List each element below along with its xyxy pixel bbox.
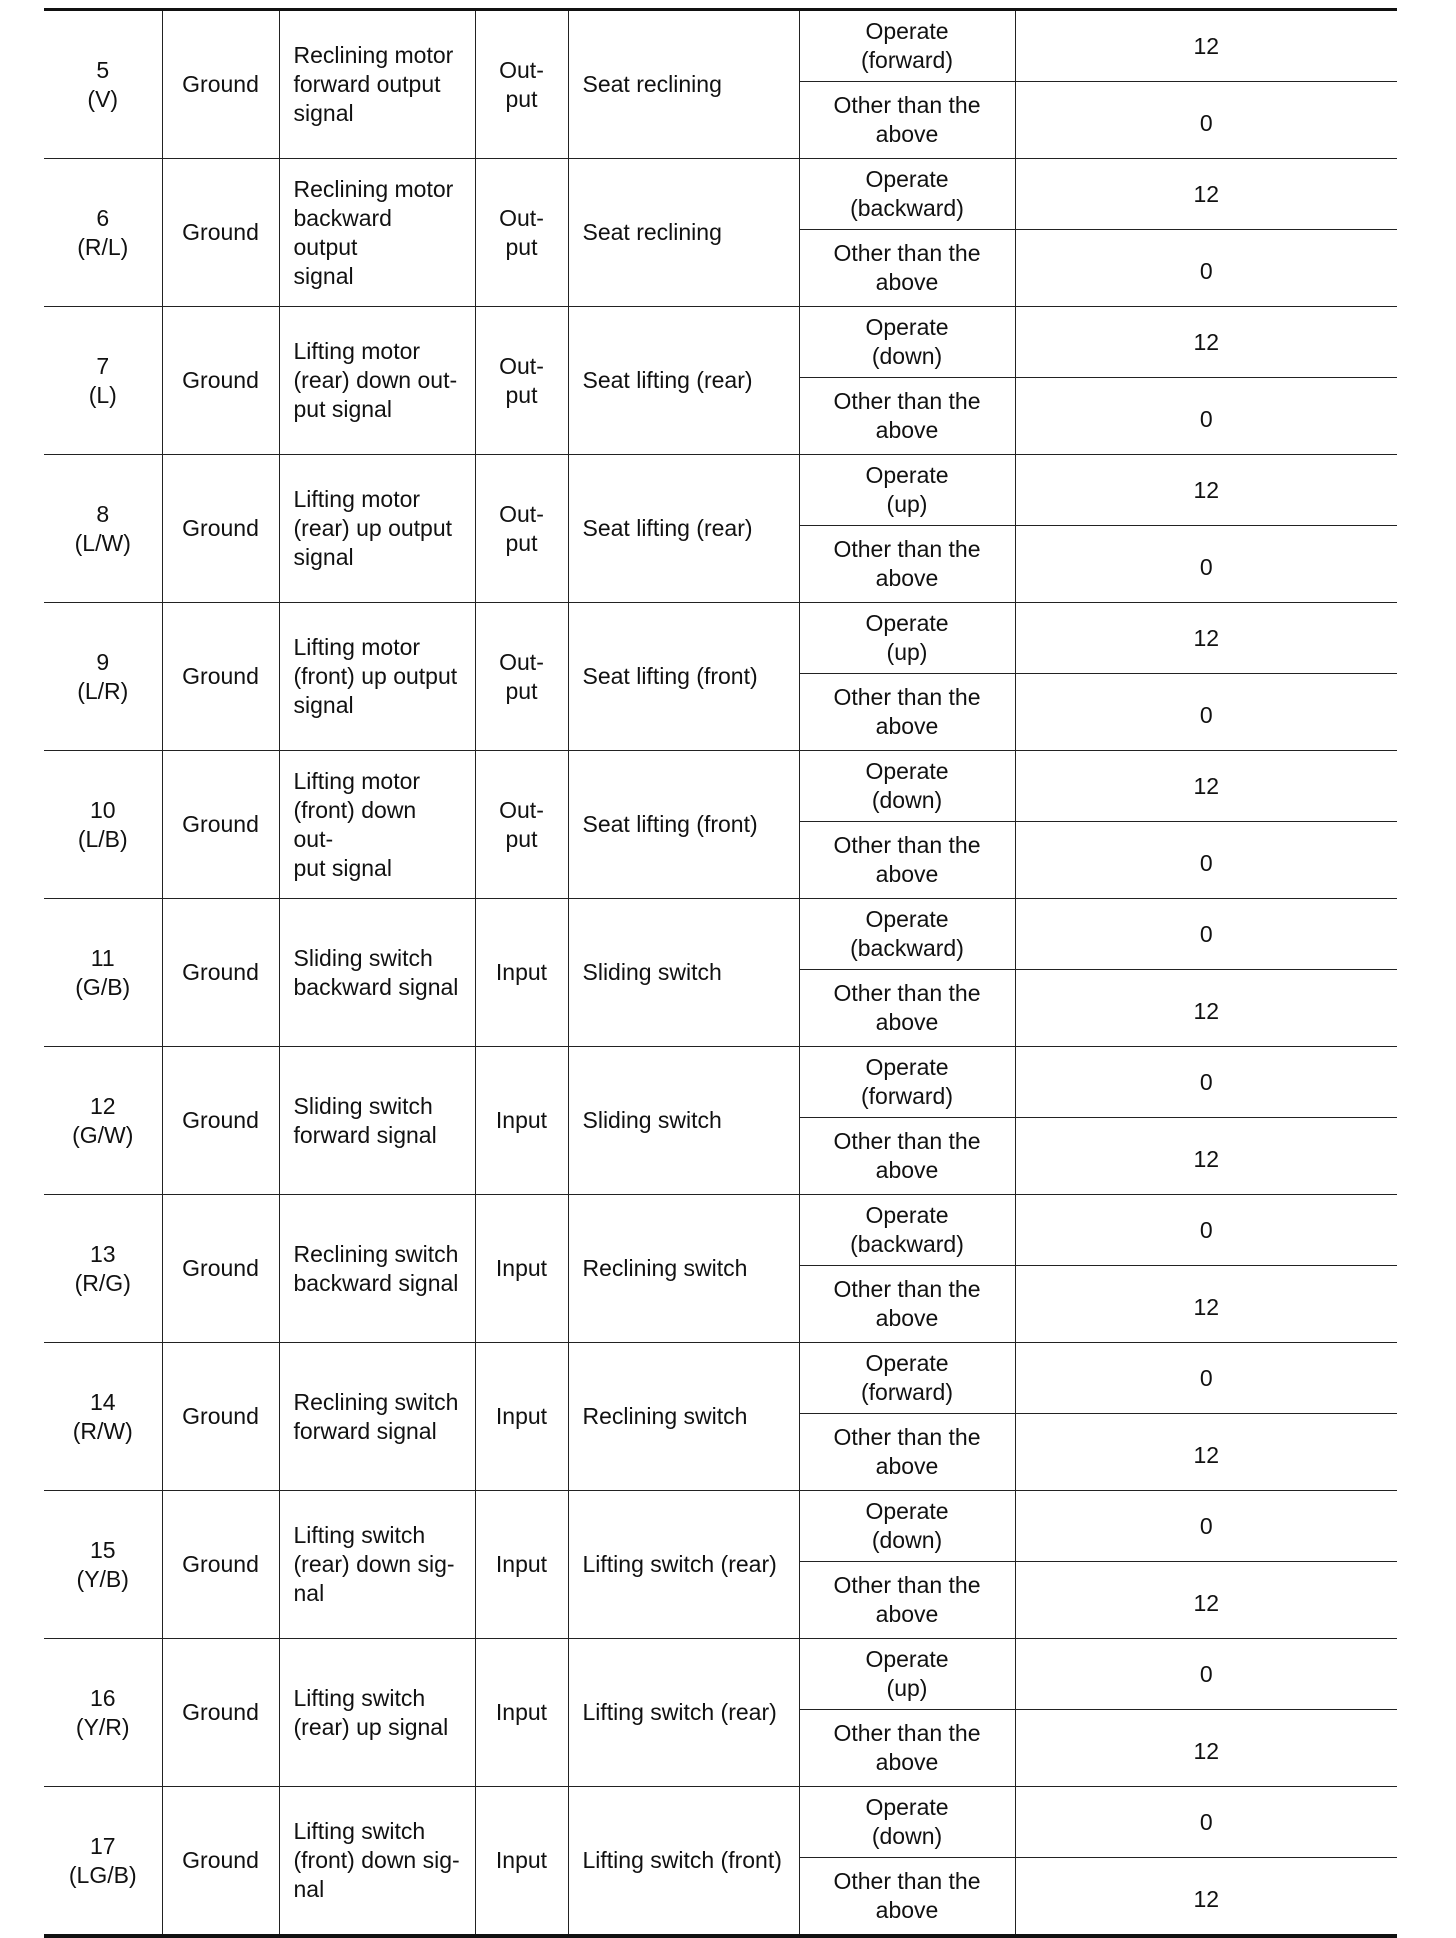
state-other-cell: [799, 1414, 1015, 1491]
text-line: nal: [293, 1580, 325, 1606]
terminal-number: 6: [96, 204, 110, 231]
voltage-value-cell: 0: [1015, 899, 1397, 970]
terminal-number: 17: [89, 1832, 116, 1859]
table-row: [44, 899, 1397, 970]
voltage-value-cell: 0: [1015, 1787, 1397, 1858]
ground-cell: Ground: [162, 1047, 279, 1195]
terminal-number: 9: [96, 648, 110, 675]
measuring-condition-cell: Sliding switch: [568, 899, 799, 1047]
terminal-number-cell: [44, 307, 162, 455]
wire-color: (R/G): [74, 1269, 131, 1296]
text-line: backward signal: [293, 973, 459, 1000]
voltage-value-cell: 12: [1015, 1118, 1397, 1195]
signal-description-cell: [279, 603, 475, 751]
terminal-number-cell: [44, 751, 162, 899]
text-line: above: [875, 861, 939, 887]
state-operate-cell: [799, 1639, 1015, 1710]
text-line: (backward): [850, 1231, 964, 1257]
measuring-condition-cell: Seat lifting (front): [568, 603, 799, 751]
state-other-cell: [799, 1266, 1015, 1343]
input-output-cell: [475, 1491, 568, 1639]
state-other-cell: [799, 970, 1015, 1047]
text-line: nal: [293, 1876, 325, 1902]
text-line: Operate: [865, 758, 949, 784]
text-line: (backward): [850, 195, 964, 221]
text-line: Operate: [865, 1794, 949, 1820]
voltage-value-cell: 0: [1015, 230, 1397, 307]
text-line: Lifting switch: [293, 1818, 426, 1844]
voltage-value-cell: 0: [1015, 822, 1397, 899]
signal-description-cell: [279, 159, 475, 307]
text-line: above: [875, 269, 939, 295]
text-line: above: [875, 1305, 939, 1331]
state-other-cell: [799, 82, 1015, 159]
text-line: Lifting switch: [293, 1684, 426, 1711]
measuring-condition-cell: Seat reclining: [568, 159, 799, 307]
text-line: (down): [871, 1527, 943, 1553]
input-output-cell: [475, 899, 568, 1047]
ground-cell: Ground: [162, 455, 279, 603]
text-line: (front) down sig-: [293, 1847, 460, 1873]
wire-color: (L/W): [74, 529, 131, 556]
text-line: Lifting motor: [293, 634, 421, 660]
text-line: signal: [293, 544, 354, 570]
signal-description-cell: [279, 1639, 475, 1787]
ground-cell: Ground: [162, 1787, 279, 1937]
wire-color: (G/B): [75, 973, 131, 1000]
terminal-number: 14: [89, 1388, 116, 1415]
wire-color: (R/L): [77, 233, 129, 260]
voltage-value-cell: 12: [1015, 1710, 1397, 1787]
text-line: (forward): [860, 1379, 953, 1405]
voltage-value-cell: 12: [1015, 970, 1397, 1047]
text-line: above: [875, 1897, 939, 1923]
ground-cell: Ground: [162, 1491, 279, 1639]
state-operate-cell: [799, 1343, 1015, 1414]
text-line: put signal: [293, 854, 392, 881]
input-output-cell: [475, 1787, 568, 1937]
text-line: Input: [495, 1107, 548, 1133]
measuring-condition-cell: Reclining switch: [568, 1343, 799, 1491]
signal-description-cell: [279, 1343, 475, 1491]
text-line: (down): [871, 343, 943, 369]
state-operate-cell: [799, 159, 1015, 230]
voltage-value-cell: 12: [1015, 1562, 1397, 1639]
text-line: Input: [495, 1847, 548, 1873]
state-other-cell: [799, 674, 1015, 751]
table-row: [44, 10, 1397, 82]
measuring-condition-cell: Seat lifting (rear): [568, 455, 799, 603]
state-operate-cell: [799, 10, 1015, 82]
text-line: above: [875, 1601, 939, 1627]
text-line: Other than the: [833, 832, 981, 858]
text-line: Operate: [865, 1646, 949, 1672]
signal-description-cell: [279, 1195, 475, 1343]
measuring-condition-cell: Reclining switch: [568, 1195, 799, 1343]
table-row: [44, 455, 1397, 526]
text-line: Other than the: [833, 1276, 981, 1302]
table-row: [44, 1787, 1397, 1858]
ground-cell: Ground: [162, 307, 279, 455]
measuring-condition-cell: Lifting switch (rear): [568, 1639, 799, 1787]
text-line: forward output: [293, 71, 441, 97]
text-line: Other than the: [833, 1572, 981, 1598]
text-line: Other than the: [833, 1868, 981, 1894]
wire-color: (L): [88, 381, 117, 408]
terminal-table: [44, 8, 1397, 1938]
wire-color: (LG/B): [68, 1861, 137, 1888]
terminal-number-cell: [44, 1195, 162, 1343]
signal-description-cell: [279, 10, 475, 159]
text-line: Operate: [865, 610, 949, 636]
text-line: Reclining motor: [293, 42, 454, 68]
text-line: Operate: [865, 1350, 949, 1376]
voltage-value-cell: 12: [1015, 751, 1397, 822]
text-line: Input: [495, 1403, 548, 1429]
text-line: Input: [495, 1551, 548, 1577]
state-other-cell: [799, 378, 1015, 455]
ground-cell: Ground: [162, 603, 279, 751]
text-line: signal: [293, 692, 354, 718]
text-line: above: [875, 121, 939, 147]
voltage-value-cell: 0: [1015, 82, 1397, 159]
input-output-cell: [475, 1343, 568, 1491]
table-row: [44, 1491, 1397, 1562]
text-line: Out-: [499, 56, 544, 83]
text-line: put: [505, 85, 538, 112]
text-line: (rear) down sig-: [293, 1551, 455, 1577]
voltage-value-cell: 0: [1015, 1047, 1397, 1118]
text-line: Reclining switch: [293, 1388, 459, 1415]
text-line: forward signal: [293, 1417, 437, 1444]
input-output-cell: [475, 751, 568, 899]
text-line: (rear) down out-: [293, 367, 458, 393]
text-line: signal: [293, 262, 354, 289]
input-output-cell: [475, 10, 568, 159]
measuring-condition-cell: Sliding switch: [568, 1047, 799, 1195]
state-operate-cell: [799, 1195, 1015, 1266]
text-line: Other than the: [833, 1720, 981, 1746]
table-row: [44, 307, 1397, 378]
signal-description-cell: [279, 899, 475, 1047]
table-row: [44, 1343, 1397, 1414]
text-line: Other than the: [833, 240, 981, 266]
text-line: Out-: [499, 796, 544, 823]
text-line: Out-: [499, 648, 544, 675]
text-line: (rear) up signal: [293, 1713, 449, 1740]
state-operate-cell: [799, 1491, 1015, 1562]
text-line: (up): [886, 639, 928, 665]
voltage-value-cell: 12: [1015, 159, 1397, 230]
state-other-cell: [799, 1858, 1015, 1937]
terminal-number: 12: [89, 1092, 116, 1119]
terminal-number-cell: [44, 455, 162, 603]
signal-description-cell: [279, 1047, 475, 1195]
text-line: Sliding switch: [293, 1092, 433, 1119]
table-row: [44, 159, 1397, 230]
terminal-number-cell: [44, 899, 162, 1047]
text-line: Lifting motor: [293, 338, 421, 364]
text-line: put: [505, 381, 538, 408]
state-other-cell: [799, 1562, 1015, 1639]
state-operate-cell: [799, 751, 1015, 822]
text-line: put: [505, 529, 538, 556]
wire-color: (Y/R): [75, 1713, 130, 1740]
state-other-cell: [799, 230, 1015, 307]
table-row: [44, 751, 1397, 822]
terminal-number-cell: [44, 1787, 162, 1937]
input-output-cell: [475, 455, 568, 603]
text-line: Operate: [865, 462, 949, 488]
text-line: Reclining motor: [293, 175, 454, 202]
text-line: backward signal: [293, 1269, 459, 1296]
input-output-cell: [475, 307, 568, 455]
text-line: Out-: [499, 352, 544, 379]
text-line: above: [875, 417, 939, 443]
terminal-number: 7: [96, 352, 110, 379]
text-line: (forward): [860, 47, 953, 73]
text-line: put: [505, 677, 538, 704]
text-line: above: [875, 713, 939, 739]
state-operate-cell: [799, 1047, 1015, 1118]
text-line: Operate: [865, 314, 949, 340]
voltage-value-cell: 12: [1015, 10, 1397, 82]
measuring-condition-cell: Seat reclining: [568, 10, 799, 159]
text-line: Input: [495, 1255, 548, 1281]
text-line: (up): [886, 491, 928, 517]
voltage-value-cell: 12: [1015, 455, 1397, 526]
table-row: [44, 1195, 1397, 1266]
text-line: Lifting motor: [293, 767, 421, 794]
text-line: (up): [886, 1675, 928, 1701]
text-line: (backward): [850, 935, 964, 961]
voltage-value-cell: 12: [1015, 1858, 1397, 1937]
text-line: Other than the: [833, 388, 981, 414]
ground-cell: Ground: [162, 10, 279, 159]
voltage-value-cell: 0: [1015, 674, 1397, 751]
measuring-condition-cell: Seat lifting (rear): [568, 307, 799, 455]
input-output-cell: [475, 1639, 568, 1787]
signal-description-cell: [279, 1491, 475, 1639]
text-line: Operate: [865, 1498, 949, 1524]
table-row: [44, 1639, 1397, 1710]
voltage-value-cell: 0: [1015, 1195, 1397, 1266]
measuring-condition-cell: Lifting switch (front): [568, 1787, 799, 1937]
input-output-cell: [475, 159, 568, 307]
text-line: backward output: [293, 204, 392, 260]
signal-description-cell: [279, 307, 475, 455]
wire-color: (L/B): [77, 825, 128, 852]
table-row: [44, 603, 1397, 674]
text-line: (down): [871, 787, 943, 813]
text-line: Other than the: [833, 980, 981, 1006]
terminal-number-cell: [44, 1639, 162, 1787]
voltage-value-cell: 0: [1015, 1343, 1397, 1414]
text-line: Operate: [865, 18, 949, 44]
ground-cell: Ground: [162, 1639, 279, 1787]
text-line: put: [505, 825, 538, 852]
signal-description-cell: [279, 1787, 475, 1937]
terminal-number-cell: [44, 603, 162, 751]
state-other-cell: [799, 526, 1015, 603]
measuring-condition-cell: Lifting switch (rear): [568, 1491, 799, 1639]
text-line: Out-: [499, 500, 544, 527]
text-line: above: [875, 1749, 939, 1775]
table-body: [44, 10, 1397, 1937]
state-operate-cell: [799, 455, 1015, 526]
terminal-number-cell: [44, 1491, 162, 1639]
text-line: Operate: [865, 1202, 949, 1228]
ground-cell: Ground: [162, 899, 279, 1047]
text-line: (front) down out-: [293, 796, 417, 852]
state-operate-cell: [799, 899, 1015, 970]
text-line: Lifting motor: [293, 486, 421, 512]
text-line: Other than the: [833, 536, 981, 562]
text-line: Input: [495, 959, 548, 985]
text-line: put: [505, 233, 538, 260]
state-other-cell: [799, 1710, 1015, 1787]
input-output-cell: [475, 1047, 568, 1195]
terminal-number: 16: [89, 1684, 116, 1711]
state-other-cell: [799, 1118, 1015, 1195]
terminal-number-cell: [44, 10, 162, 159]
text-line: (rear) up output: [293, 515, 453, 541]
ground-cell: Ground: [162, 1195, 279, 1343]
text-line: Operate: [865, 166, 949, 192]
text-line: Other than the: [833, 684, 981, 710]
state-other-cell: [799, 822, 1015, 899]
text-line: Other than the: [833, 1424, 981, 1450]
terminal-number-cell: [44, 1047, 162, 1195]
ground-cell: Ground: [162, 1343, 279, 1491]
terminal-number: 5: [96, 56, 110, 83]
text-line: above: [875, 1453, 939, 1479]
text-line: above: [875, 1009, 939, 1035]
text-line: Sliding switch: [293, 944, 433, 971]
text-line: above: [875, 1157, 939, 1183]
ground-cell: Ground: [162, 751, 279, 899]
state-operate-cell: [799, 603, 1015, 674]
text-line: above: [875, 565, 939, 591]
terminal-number-cell: [44, 1343, 162, 1491]
text-line: (forward): [860, 1083, 953, 1109]
text-line: Operate: [865, 1054, 949, 1080]
voltage-value-cell: 12: [1015, 603, 1397, 674]
state-operate-cell: [799, 1787, 1015, 1858]
text-line: (front) up output: [293, 663, 458, 689]
voltage-value-cell: 0: [1015, 378, 1397, 455]
text-line: Input: [495, 1699, 548, 1725]
text-line: Lifting switch: [293, 1522, 426, 1548]
text-line: Operate: [865, 906, 949, 932]
terminal-number-cell: [44, 159, 162, 307]
voltage-value-cell: 12: [1015, 307, 1397, 378]
terminal-number: 10: [89, 796, 116, 823]
wire-color: (Y/B): [76, 1565, 129, 1592]
table-row: [44, 1047, 1397, 1118]
voltage-value-cell: 12: [1015, 1266, 1397, 1343]
signal-description-cell: [279, 455, 475, 603]
text-line: Other than the: [833, 1128, 981, 1154]
text-line: put signal: [293, 396, 392, 422]
voltage-value-cell: 0: [1015, 526, 1397, 603]
voltage-value-cell: 0: [1015, 1639, 1397, 1710]
wire-color: (G/W): [72, 1121, 134, 1148]
terminal-number: 8: [96, 500, 110, 527]
state-operate-cell: [799, 307, 1015, 378]
text-line: (down): [871, 1823, 943, 1849]
voltage-value-cell: 0: [1015, 1491, 1397, 1562]
input-output-cell: [475, 1195, 568, 1343]
text-line: signal: [293, 100, 354, 126]
measuring-condition-cell: Seat lifting (front): [568, 751, 799, 899]
signal-description-cell: [279, 751, 475, 899]
voltage-value-cell: 12: [1015, 1414, 1397, 1491]
terminal-number: 13: [89, 1240, 116, 1267]
terminal-number: 15: [89, 1536, 116, 1563]
text-line: Out-: [499, 204, 544, 231]
text-line: Reclining switch: [293, 1240, 459, 1267]
text-line: forward signal: [293, 1121, 437, 1148]
text-line: Other than the: [833, 92, 981, 118]
wire-color: (L/R): [77, 677, 129, 704]
ground-cell: Ground: [162, 159, 279, 307]
input-output-cell: [475, 603, 568, 751]
wire-color: (R/W): [72, 1417, 133, 1444]
wire-color: (V): [87, 85, 119, 112]
terminal-number: 11: [90, 944, 115, 971]
